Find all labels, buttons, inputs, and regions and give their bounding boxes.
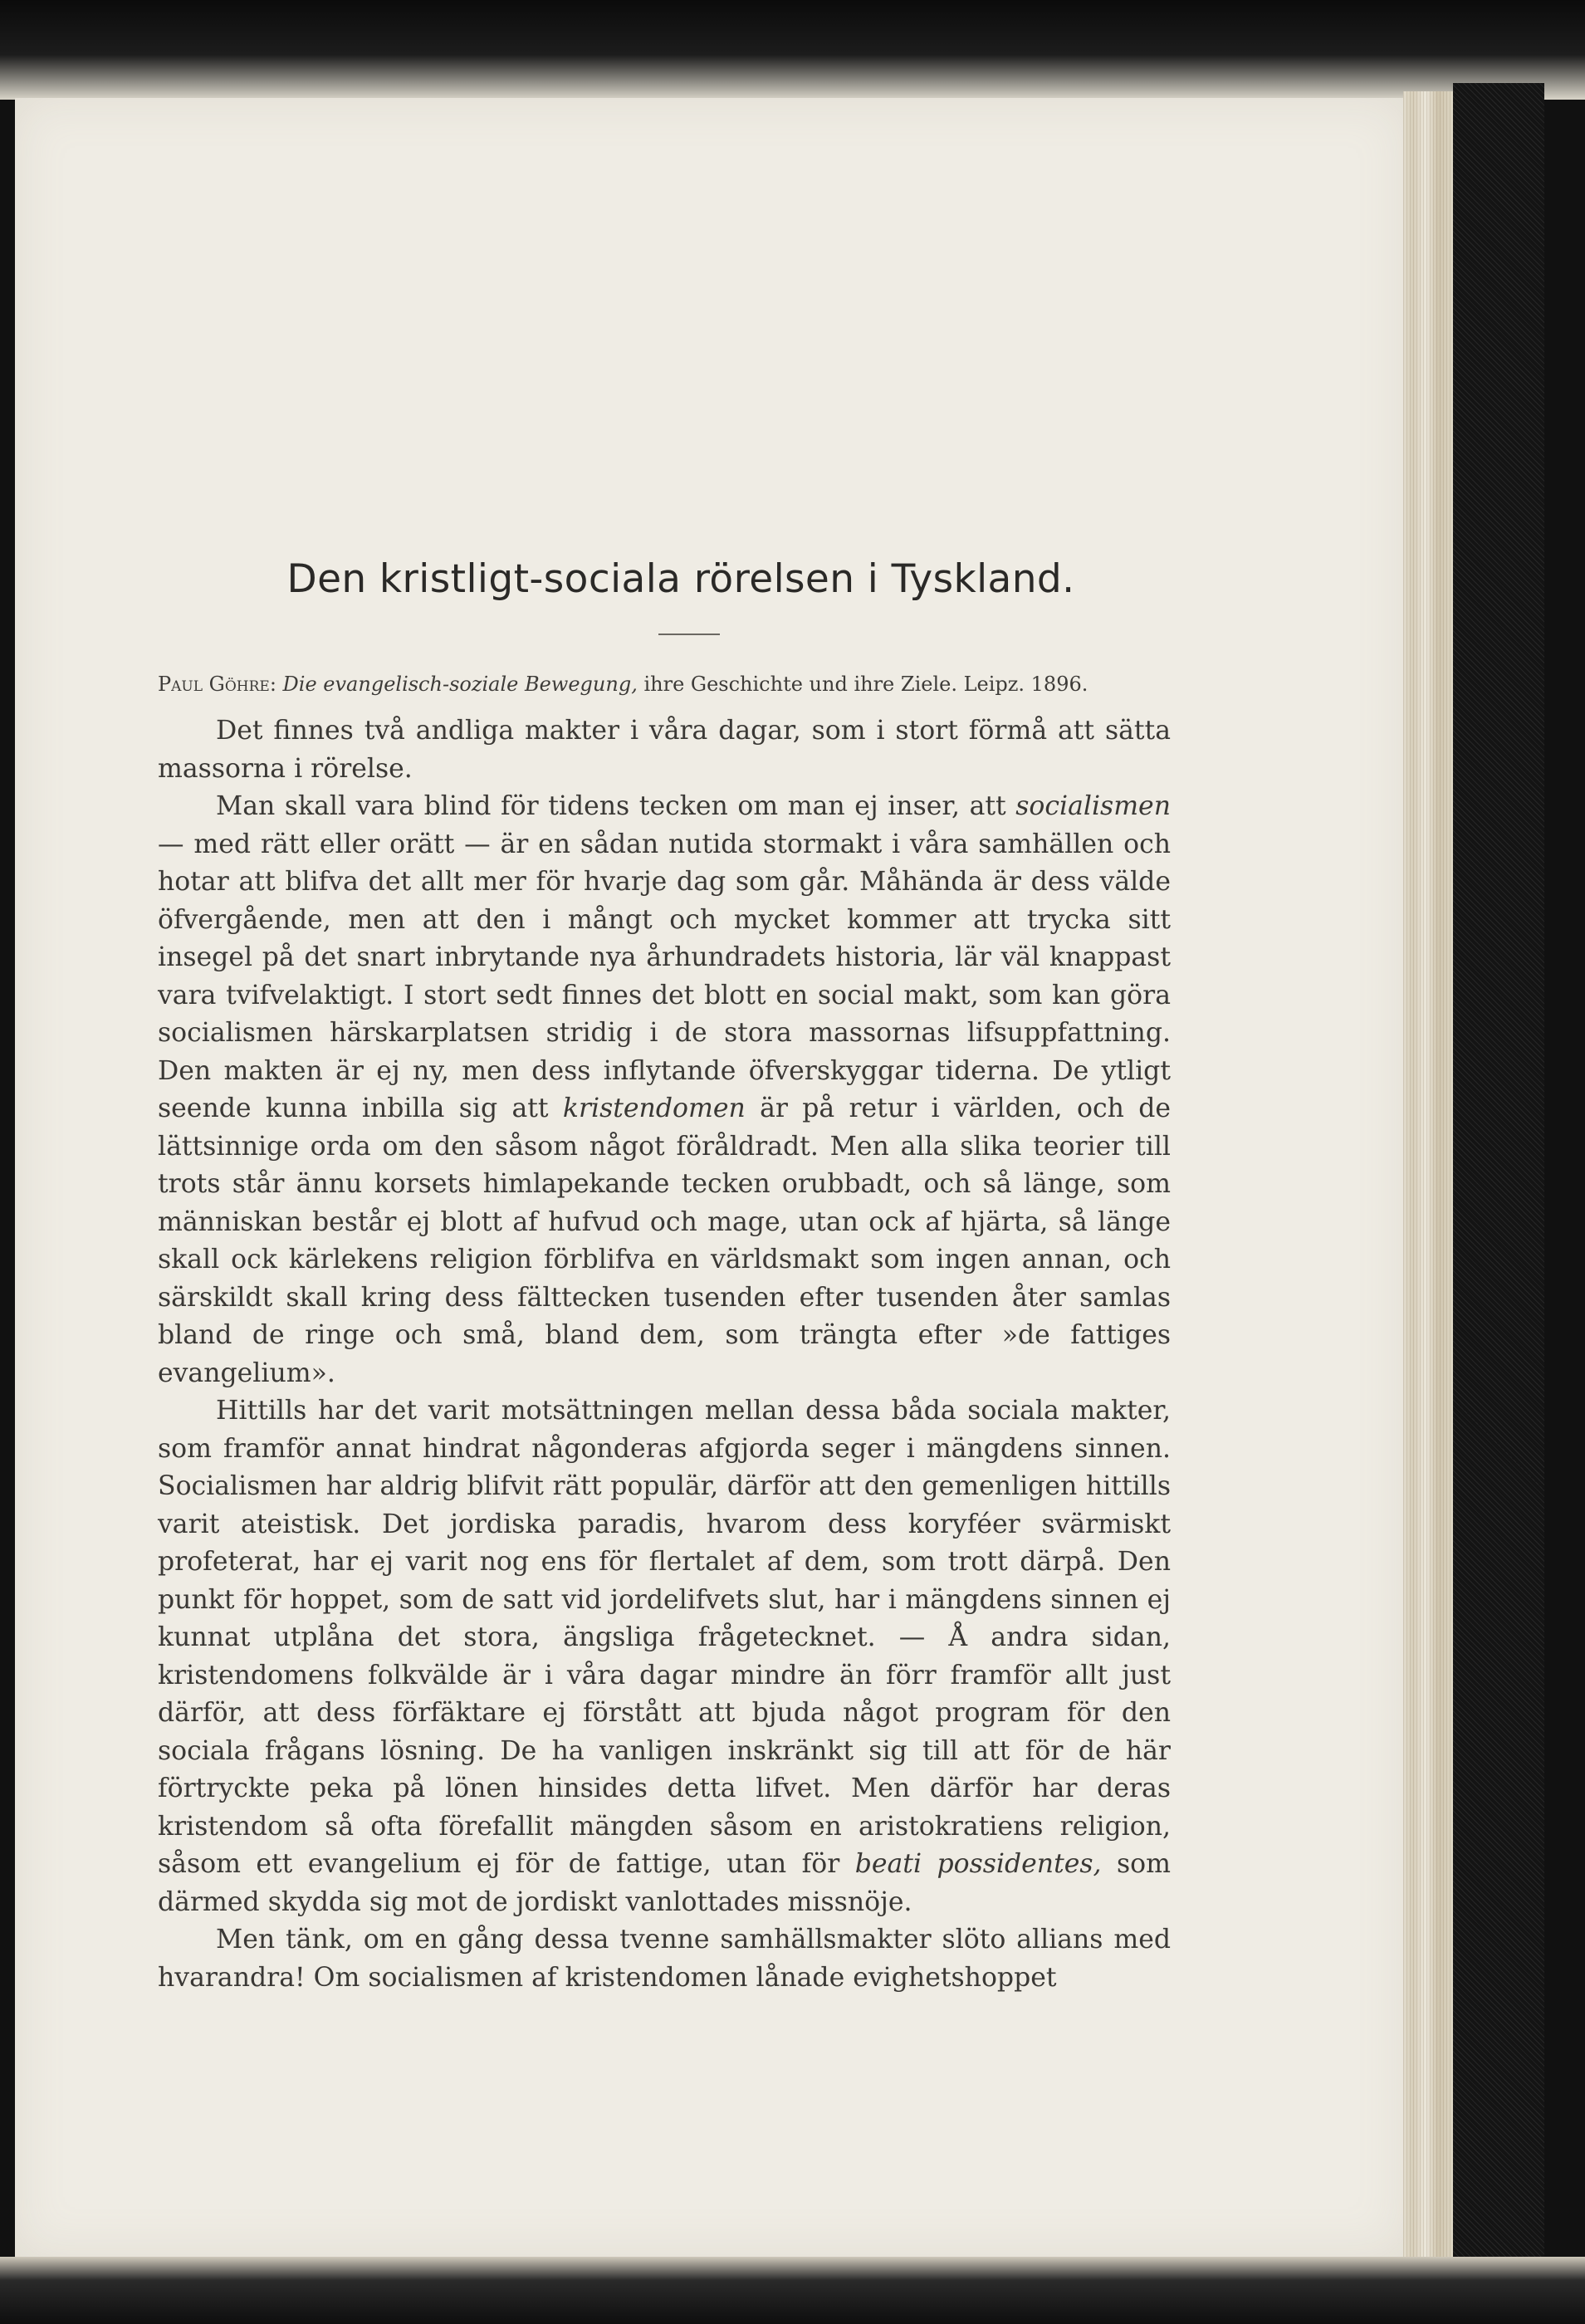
paragraph-4	[158, 1921, 1171, 1997]
paragraph-3-text-b: som därmed skydda sig mot de jordiskt vanlottades missnöje.	[158, 1849, 1172, 1917]
paragraph-2-italic-socialismen: socialismen	[1015, 791, 1171, 821]
citation-details: ihre Geschichte und ihre Ziele. Leipz. 1896.	[643, 673, 1088, 696]
paragraph-3-italic-beati-possidentes: beati possidentes,	[854, 1849, 1102, 1879]
article-body	[158, 712, 1171, 1997]
paragraph-3	[158, 1392, 1171, 1921]
paragraph-1-text: Det finnes två andliga makter i våra dagar, som i stort förmå att sätta massorna i rörelse.	[158, 716, 1171, 784]
paragraph-3-text-a: Hittills har det varit motsättningen mellan dessa båda sociala makter, som framför annat hindrat någonderas afgjorda seger i mängdens sinnen. Socialismen har aldrig blifvit rätt populär, därför att den gemenligen hittills varit ateistisk. Det jordiska paradis, hvarom dess koryféer svärmiskt profeterat, har ej varit nog ens för flertalet af dem, som trott därpå. Den punkt för hoppet, som de satt vid jordelifvets slut, har i mängdens sinnen ej kunnat utplåna det stora, ängsliga frågetecknet. — Å andra sidan, kristendomens folkvälde är i våra dagar mindre än förr framför allt just därför, att dess förfäktare ej förstått att bjuda något program för den sociala frågans lösning. De ha vanligen inskränkt sig till att för de här förtryckte peka på lönen hinsides detta lifvet. Men därför har deras kristendom så ofta förefallit mängden såsom en aristokratiens religion, såsom ett evangelium ej för de fattige, utan för	[158, 1396, 1171, 1879]
paragraph-2-text-a: Man skall vara blind för tidens tecken om man ej inser, att	[216, 791, 1016, 821]
title-divider	[658, 634, 720, 635]
paragraph-2-text-c: är på retur i världen, och de lättsinnige orda om den såsom något föråldradt. Men alla slika teorier till trots står ännu korsets himlapekande tecken orubbadt, och så länge, som människan består ej blott af hufvud och mage, utan ock af hjärta, så länge skall ock kärlekens religion förblifva en världsmakt som ingen annan, och särskildt skall kring dess fälttecken tusenden efter tusenden åter samlas bland de ringe och små, bland dem, som trängta efter »de fattiges evangelium».	[158, 1094, 1171, 1388]
article-title: Den kristligt-sociala rörelsen i Tyskland.	[286, 556, 1075, 602]
article	[158, 556, 1171, 1997]
page-edges	[1403, 91, 1453, 2267]
citation	[158, 673, 1171, 696]
scan-top-background	[0, 0, 1585, 100]
paragraph-2	[158, 788, 1171, 1392]
paragraph-2-italic-kristendomen: kristendomen	[562, 1094, 746, 1123]
book-cover-edge	[1453, 83, 1544, 2275]
scan-bottom-background	[0, 2257, 1585, 2324]
citation-book-title: Die evangelisch-soziale Bewegung,	[282, 673, 638, 696]
paragraph-2-text-b: — med rätt eller orätt — är en sådan nutida stormakt i våra samhällen och hotar att blifva det allt mer för hvarje dag som går. Måhända är dess välde öfvergående, men att den i mångt och mycket kommer att trycka sitt insegel på det snart inbrytande nya århundradets historia, lär väl knappast vara tvifvelaktigt. I stort sedt finnes det blott en social makt, som kan göra socialismen härskarplatsen stridig i de stora massornas lifsuppfattning. Den makten är ej ny, men dess inflytande öfverskyggar tiderna. De ytligt seende kunna inbilla sig att	[158, 829, 1171, 1123]
paragraph-1	[158, 712, 1171, 788]
citation-author: Paul Göhre:	[158, 673, 276, 696]
paragraph-4-text: Men tänk, om en gång dessa tvenne samhällsmakter slöto allians med hvarandra! Om socialismen af kristendomen lånade evighetshoppet	[158, 1925, 1171, 1993]
